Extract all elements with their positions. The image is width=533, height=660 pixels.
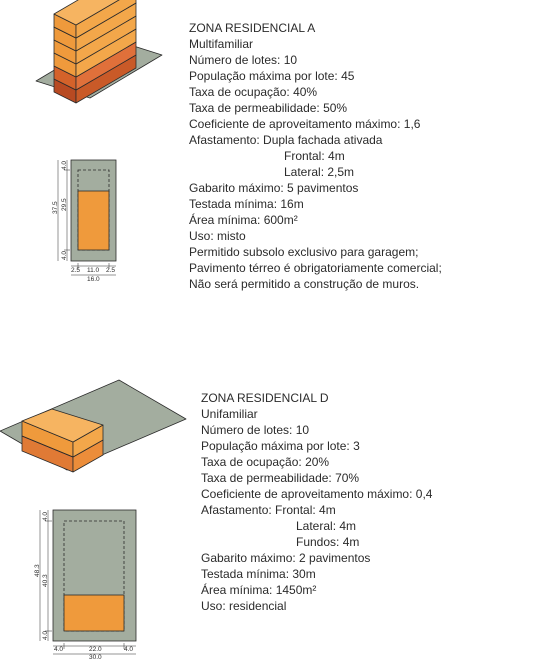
zone-d-line: Fundos: 4m (296, 535, 360, 549)
zone-a-line: Taxa de ocupação: 40% (189, 85, 318, 99)
zone-d-line: Gabarito máximo: 2 pavimentos (201, 551, 371, 565)
zone-a-isometric (36, 0, 162, 103)
zone-a-dim-inner-depth: 29.5 (61, 198, 68, 211)
zone-d-title: ZONA RESIDENCIAL D (201, 391, 329, 405)
zone-d-line: Lateral: 4m (296, 519, 357, 533)
zone-d-dim-center: 22.0 (89, 646, 102, 653)
zone-d-dim-width: 30.0 (89, 654, 102, 660)
zone-d-line: Testada mínima: 30m (201, 567, 316, 581)
zone-a-line: Frontal: 4m (284, 149, 345, 163)
zone-a-dim-center: 11.0 (87, 267, 100, 274)
zone-d-line: Taxa de ocupação: 20% (201, 455, 330, 469)
zone-a-dim-width: 16.0 (87, 276, 100, 283)
zone-a-line: Multifamiliar (189, 37, 254, 51)
zone-d-line: Área mínima: 1450m² (201, 583, 317, 597)
zone-a-line: Uso: misto (189, 229, 246, 243)
zone-a-plan (52, 160, 116, 283)
zone-d-dim-top: 4.0 (42, 511, 49, 521)
zone-a-line: Afastamento: Dupla fachada ativada (189, 133, 383, 147)
zone-a-line: Lateral: 2,5m (284, 165, 355, 179)
zone-d-plan (34, 510, 136, 660)
zone-d-line: Coeficiente de aproveitamento máximo: 0,4 (201, 487, 433, 501)
zone-d-line: Número de lotes: 10 (201, 423, 310, 437)
zone-a-line: Permitido subsolo exclusivo para garagem; (189, 245, 419, 259)
zone-d-line: População máxima por lote: 3 (201, 439, 360, 453)
zone-a-dim-side-left: 2.5 (71, 267, 81, 274)
zone-d-dim-bottom: 4.0 (42, 630, 49, 640)
zone-a-line: Pavimento térreo é obrigatoriamente comercial; (189, 261, 442, 275)
zone-d-dim-side-left: 4.0 (54, 646, 64, 653)
zone-d-dim-inner-depth: 40.3 (42, 574, 49, 587)
zone-a-line: Área mínima: 600m² (189, 213, 298, 227)
zone-a-dim-side-right: 2.5 (106, 267, 116, 274)
zone-a-line: Gabarito máximo: 5 pavimentos (189, 181, 359, 195)
zone-d-line: Uso: residencial (201, 599, 287, 613)
zone-a-title: ZONA RESIDENCIAL A (189, 21, 316, 35)
zone-a-line: Número de lotes: 10 (189, 53, 298, 67)
zone-a-line: População máxima por lote: 45 (189, 69, 355, 83)
zone-d-isometric (0, 380, 186, 472)
zone-a-line: Testada mínima: 16m (189, 197, 304, 211)
zone-d-line: Afastamento: Frontal: 4m (201, 503, 336, 517)
zone-a-dim-total-depth: 37.5 (52, 201, 59, 214)
zone-a-line: Coeficiente de aproveitamento máximo: 1,6 (189, 117, 421, 131)
zone-a-dim-bottom: 4.0 (61, 250, 68, 260)
zone-d-line: Taxa de permeabilidade: 70% (201, 471, 360, 485)
zone-d-plan-building (64, 595, 124, 631)
zone-a-dim-top: 4.0 (61, 160, 68, 170)
zone-d-dim-side-right: 4.0 (124, 646, 134, 653)
zone-a-line: Taxa de permeabilidade: 50% (189, 101, 348, 115)
zone-a-line: Não será permitido a construção de muros. (189, 277, 420, 291)
zone-d-line: Unifamiliar (201, 407, 258, 421)
zone-d-spec (201, 390, 432, 614)
zone-d-dim-total-depth: 48.3 (34, 564, 41, 577)
zone-a-plan-building (78, 191, 109, 250)
zone-a-spec (189, 20, 442, 292)
